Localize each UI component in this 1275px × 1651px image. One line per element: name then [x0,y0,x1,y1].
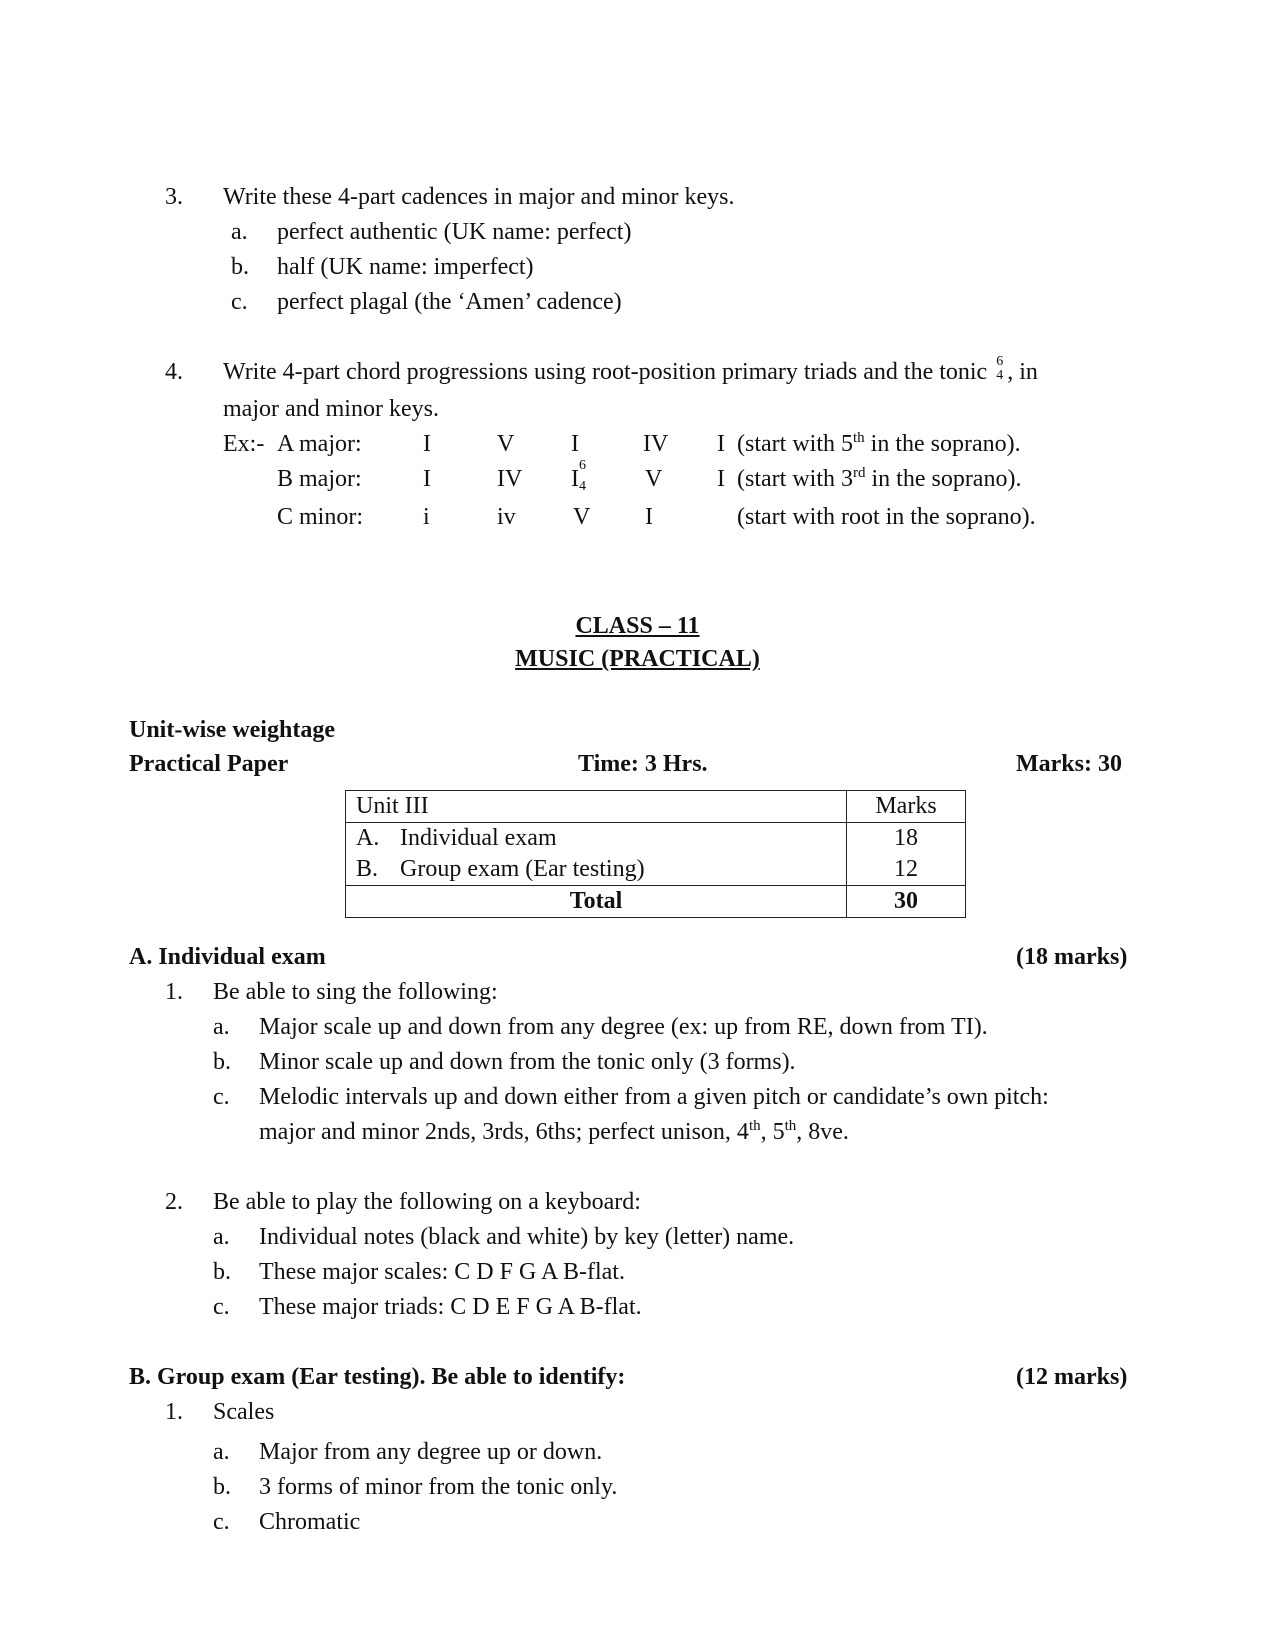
section-a-title: A. Individual exam [129,944,326,970]
q3-item-c-letter: c. [231,289,248,315]
a2-item-text: These major scales: C D F G A B-flat. [259,1259,625,1285]
a1-number: 1. [165,979,183,1005]
a1-item-letter: c. [213,1084,230,1110]
weightage-label: Unit-wise weightage [129,717,335,743]
subject-heading: MUSIC (PRACTICAL) [515,646,760,672]
a1-item-text: Minor scale up and down from the tonic only (3 forms). [259,1049,796,1075]
a2-number: 2. [165,1189,183,1215]
progression-key: A major: [277,431,362,457]
b1-text: Scales [213,1399,275,1425]
b1-item-text: Major from any degree up or down. [259,1439,603,1465]
q4-line2: major and minor keys. [223,396,439,422]
progression-chord: IV [643,431,669,457]
progression-note: (start with 3rd in the soprano). [737,465,1022,492]
q4-line1-end: , in [1007,359,1038,385]
a1-item-letter: b. [213,1049,231,1075]
a2-item-letter: a. [213,1224,230,1250]
table-row [346,854,966,886]
progression-chord: V [497,431,515,457]
progression-note: (start with 5th in the soprano). [737,430,1021,457]
marks-label: Marks: 30 [1016,751,1122,777]
q3-item-a-text: perfect authentic (UK name: perfect) [277,219,632,245]
progression-chord: V [573,504,591,530]
q4-line1-text: Write 4-part chord progressions using root-position primary triads and the tonic [223,359,988,385]
b1-item-letter: c. [213,1509,230,1535]
table-row [346,823,966,855]
row-marks: 18 [847,823,966,855]
a2-text: Be able to play the following on a keyboard: [213,1189,641,1215]
row-letter: A. [356,825,380,852]
progression-note: (start with root in the soprano). [737,504,1036,530]
section-b-title: B. Group exam (Ear testing). Be able to identify: [129,1364,626,1390]
a2-item-letter: c. [213,1294,230,1320]
b1-item-letter: a. [213,1439,230,1465]
weightage-table [345,790,966,918]
unit-header: Unit III [346,791,847,823]
q3-item-b-text: half (UK name: imperfect) [277,254,534,280]
progression-chord: i [423,504,430,530]
a1-item-text-continued: major and minor 2nds, 3rds, 6ths; perfect unison, 4th, 5th, 8ve. [259,1118,849,1145]
b1-item-text: 3 forms of minor from the tonic only. [259,1474,618,1500]
b1-number: 1. [165,1399,183,1425]
progression-chord-inversion: I 6 4 [571,458,586,494]
progression-chord: I [423,431,431,457]
row-marks: 12 [847,854,966,886]
q3-number: 3. [165,184,183,210]
a2-item-letter: b. [213,1259,231,1285]
a2-item-text: These major triads: C D E F G A B-flat. [259,1294,642,1320]
section-b-marks: (12 marks) [1016,1364,1128,1390]
total-label: Total [346,886,847,918]
q3-text: Write these 4-part cadences in major and minor keys. [223,184,735,210]
six-four-figure: 6 4 [996,354,1004,384]
row-label: Group exam (Ear testing) [400,856,645,883]
class-heading: CLASS – 11 [575,613,700,639]
q3-item-a-letter: a. [231,219,248,245]
a1-item-letter: a. [213,1014,230,1040]
progression-key: C minor: [277,504,364,530]
q3-item-b-letter: b. [231,254,249,280]
a2-item-text: Individual notes (black and white) by key (letter) name. [259,1224,795,1250]
row-letter: B. [356,856,379,883]
progression-final-chord: I [717,431,725,457]
b1-item-text: Chromatic [259,1509,361,1535]
progression-key: B major: [277,466,362,492]
progression-chord: I [423,466,431,492]
q4-number: 4. [165,359,183,385]
b1-item-letter: b. [213,1474,231,1500]
table-header-row [346,791,966,823]
progression-chord: V [645,466,663,492]
progression-chord: I [645,504,653,530]
progression-chord: IV [497,466,523,492]
paper-label: Practical Paper [129,751,289,777]
total-marks: 30 [847,886,966,918]
time-label: Time: 3 Hrs. [578,751,708,777]
marks-header: Marks [847,791,966,823]
a1-item-text: Melodic intervals up and down either from a given pitch or candidate’s own pitch: [259,1084,1049,1110]
a1-item-text: Major scale up and down from any degree (ex: up from RE, down from TI). [259,1014,988,1040]
progression-chord: I [571,431,579,457]
progression-final-chord: I [717,466,725,492]
example-label: Ex:- [223,431,265,457]
progression-chord: iv [497,504,516,530]
q4-line1 [223,354,1038,387]
row-label: Individual exam [400,825,557,852]
a1-text: Be able to sing the following: [213,979,498,1005]
table-total-row [346,886,966,918]
section-a-marks: (18 marks) [1016,944,1128,970]
q3-item-c-text: perfect plagal (the ‘Amen’ cadence) [277,289,622,315]
